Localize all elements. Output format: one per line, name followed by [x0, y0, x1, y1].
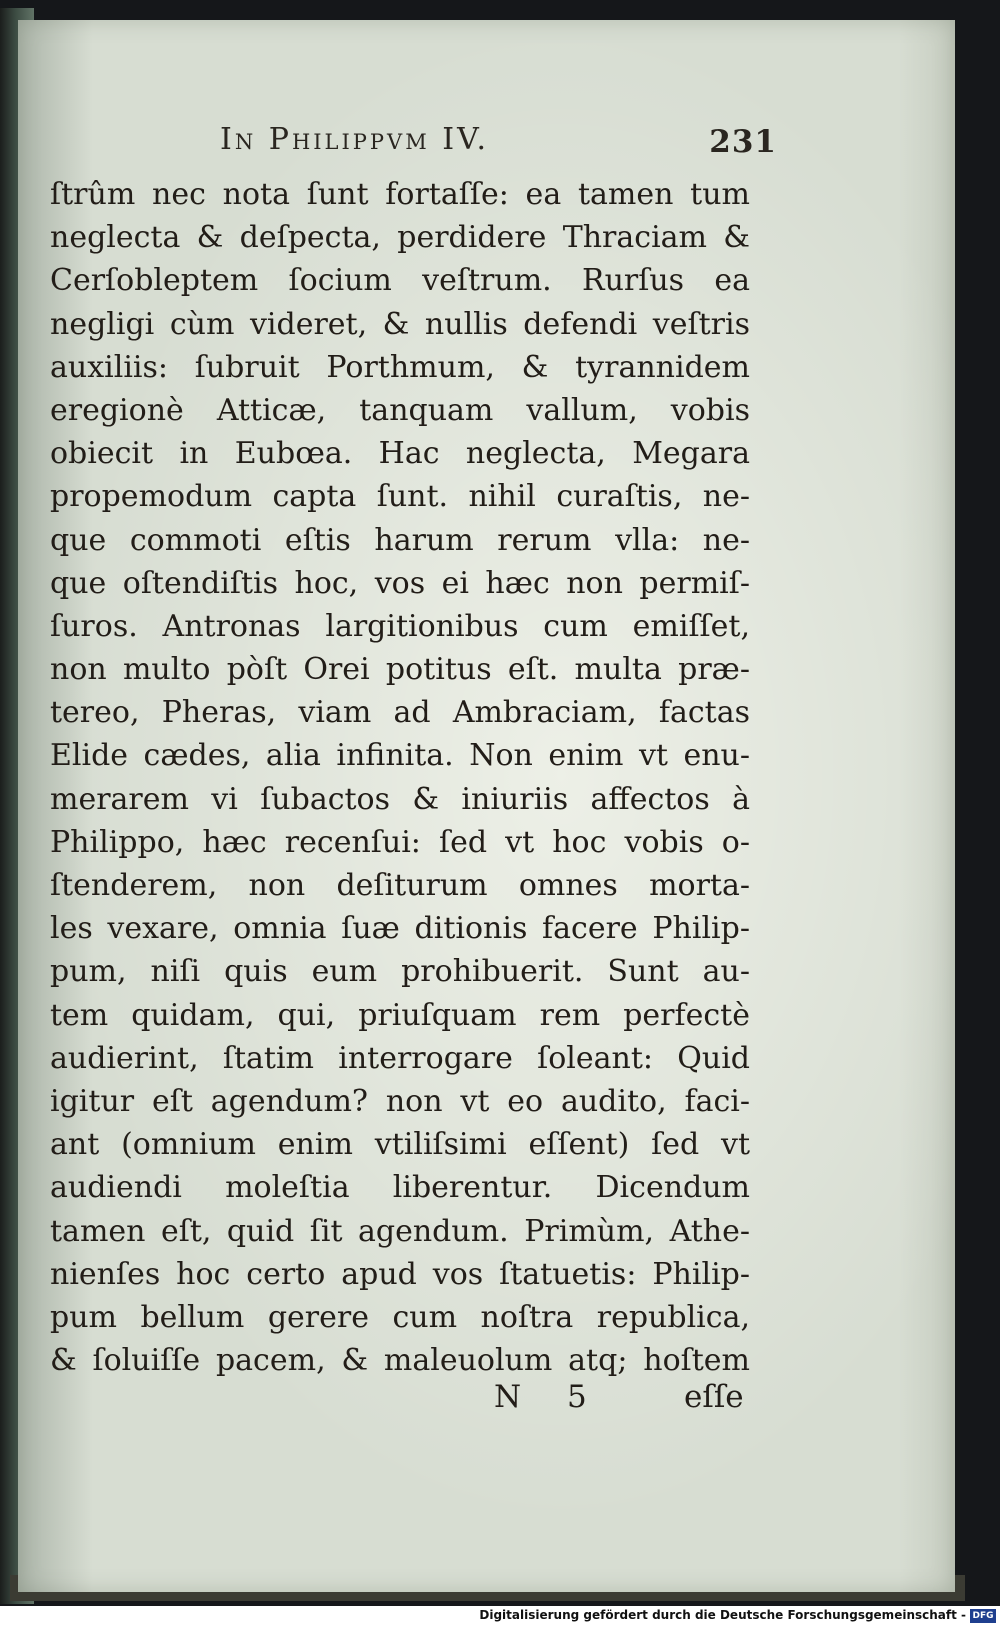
text-line: negligi cùm videret, & nullis defendi veſtris: [50, 306, 750, 342]
text-line: audierint, ſtatim interrogare ſoleant: Quid: [50, 1040, 750, 1076]
text-line: auxiliis: ſubruit Porthmum, & tyrannidem: [50, 349, 750, 385]
text-line: & ſoluiſſe pacem, & maleuolum atq; hoſtem: [50, 1343, 750, 1379]
text-line: eregionè Atticæ, tanquam vallum, vobis: [50, 392, 750, 428]
catchword: eſſe: [684, 1379, 744, 1415]
credit-text: Digitalisierung gefördert durch die Deutsche Forschungsgemeinschaft -: [479, 1608, 966, 1622]
page-number: 231: [709, 124, 777, 160]
body-text: [50, 173, 750, 1382]
text-line: tamen eſt, quid ſit agendum. Primùm, Athe-: [50, 1213, 750, 1249]
text-line: pum, niſi quis eum prohibuerit. Sunt au-: [50, 954, 750, 990]
page-footer: [18, 1379, 955, 1423]
text-line: non multo pòſt Orei potitus eſt. multa præ-: [50, 652, 750, 688]
text-line: les vexare, omnia ſuæ ditionis facere Philip-: [50, 911, 750, 947]
text-line: tereo, Pheras, viam ad Ambraciam, factas: [50, 695, 750, 731]
text-line: Cerſobleptem ſocium veſtrum. Rurſus ea: [50, 263, 750, 299]
dfg-logo: DFG: [970, 1609, 996, 1623]
signature-mark: N 5: [494, 1379, 605, 1415]
text-line: audiendi moleſtia liberentur. Dicendum: [50, 1170, 750, 1206]
text-line: que commoti eſtis harum rerum vlla: ne-: [50, 522, 750, 558]
text-line: Philippo, hæc recenſui: ſed vt hoc vobis o-: [50, 824, 750, 860]
text-line: ant (omnium enim vtiliſsimi eſſent) ſed vt: [50, 1127, 750, 1163]
text-line: propemodum capta ſunt. nihil curaſtis, ne-: [50, 479, 750, 515]
text-line: nienſes hoc certo apud vos ſtatuetis: Philip-: [50, 1256, 750, 1292]
text-line: merarem vi ſubactos & iniuriis affectos à: [50, 781, 750, 817]
text-line: ſtenderem, non deſiturum omnes morta-: [50, 868, 750, 903]
text-line: pum bellum gerere cum noſtra republica,: [50, 1299, 750, 1335]
text-line: ſuros. Antronas largitionibus cum emiſſet,: [50, 608, 750, 644]
running-head-title: In Philippvm IV.: [220, 122, 490, 157]
running-head: [18, 122, 955, 162]
text-line: ſtrûm nec nota ſunt fortaſſe: ea tamen tum: [50, 177, 750, 212]
text-line: tem quidam, qui, priuſquam rem perfectè: [50, 997, 750, 1033]
text-line: que oſtendiſtis hoc, vos ei hæc non permiſ-: [50, 565, 750, 601]
digitization-credit-bar: [0, 1606, 1000, 1627]
book-page: [18, 20, 955, 1592]
text-line: obiecit in Eubœa. Hac neglecta, Megara: [50, 436, 750, 472]
text-line: neglecta & deſpecta, perdidere Thraciam &: [50, 220, 750, 256]
text-line: igitur eſt agendum? non vt eo audito, faci-: [50, 1083, 750, 1119]
text-line: Elide cædes, alia infinita. Non enim vt enu-: [50, 738, 750, 774]
